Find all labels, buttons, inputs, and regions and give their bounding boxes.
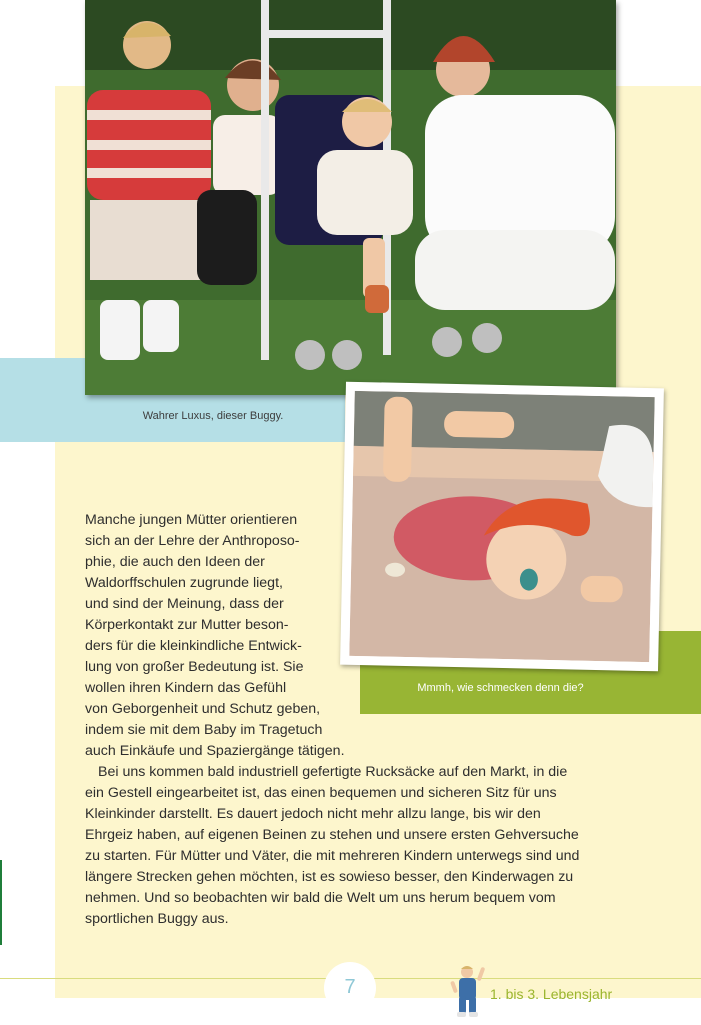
page-number: 7 <box>324 962 376 1014</box>
text-line: lung von großer Bedeutung ist. Sie <box>85 659 304 675</box>
text-line: Waldorffschulen zugrunde liegt, <box>85 575 283 591</box>
text-line: zu starten. Für Mütter und Väter, die mit mehreren Kindern unterwegs sind und <box>85 848 580 864</box>
text-line: ein Gestell eingearbeitet ist, das einen bequemen und sicheren Sitz für uns <box>85 785 557 801</box>
text-line: Bei uns kommen bald industriell gefertigte Rucksäcke auf den Markt, in die <box>98 764 568 780</box>
text-line: sportlichen Buggy aus. <box>85 911 229 927</box>
body-text-column <box>85 510 375 762</box>
text-line: Manche jungen Mütter orientieren <box>85 512 298 528</box>
main-photo-caption: Wahrer Luxus, dieser Buggy. <box>142 410 284 422</box>
family-buggy-photo <box>85 0 616 395</box>
body-text-full-width <box>85 762 625 930</box>
text-line: ders für die kleinkindliche Entwick- <box>85 638 302 654</box>
text-line: sich an der Lehre der Anthroposo- <box>85 533 300 549</box>
left-edge-marker <box>0 860 2 945</box>
text-line: längere Strecken gehen möchten, ist es sowieso besser, den Kinderwagen zu <box>85 869 574 885</box>
text-line: von Geborgenheit und Schutz geben, <box>85 701 321 717</box>
small-photo-caption: Mmmh, wie schmecken denn die? <box>417 682 584 694</box>
text-line: auch Einkäufe und Spaziergänge tätigen. <box>85 743 345 759</box>
toddler-icon <box>448 963 488 1025</box>
baby-on-blanket-photo <box>340 382 664 672</box>
text-line: und sind der Meinung, dass der <box>85 596 284 612</box>
section-label: 1. bis 3. Lebensjahr <box>490 986 613 1002</box>
text-line: indem sie mit dem Baby im Tragetuch <box>85 722 323 738</box>
text-line: nehmen. Und so beobachten wir bald die Welt um uns herum bequem vom <box>85 890 556 906</box>
text-line: Körperkontakt zur Mutter beson- <box>85 617 289 633</box>
text-line: Ehrgeiz haben, auf eigenen Beinen zu stehen und unsere ersten Gehversuche <box>85 827 579 843</box>
text-line: wollen ihren Kindern das Gefühl <box>85 680 287 696</box>
text-line: Kleinkinder darstellt. Es dauert jedoch nicht mehr allzu lange, bis wir den <box>85 806 541 822</box>
text-line: phie, die auch den Ideen der <box>85 554 265 570</box>
